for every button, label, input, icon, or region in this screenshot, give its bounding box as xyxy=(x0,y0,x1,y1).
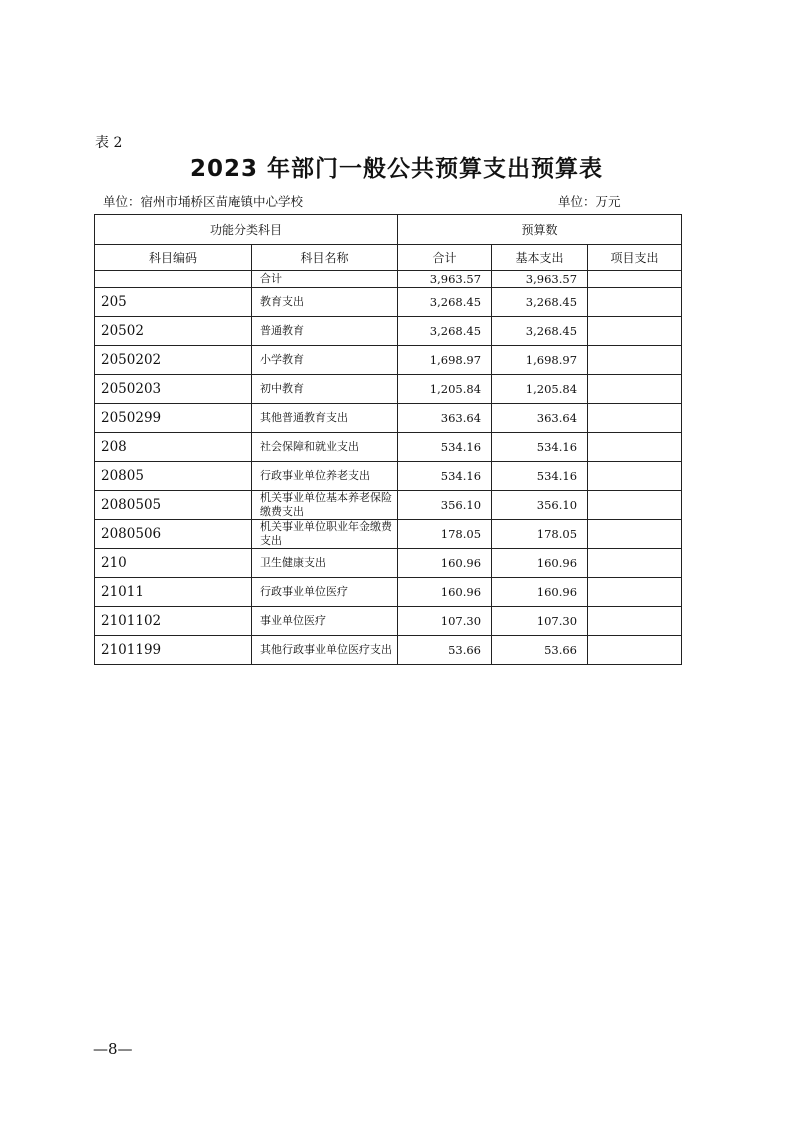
cell-project xyxy=(588,636,682,665)
table-row xyxy=(95,520,682,549)
unit-currency: 单位：万元 xyxy=(558,194,621,209)
cell-name: 机关事业单位基本养老保险缴费支出 xyxy=(252,491,398,520)
cell-basic: 363.64 xyxy=(492,404,588,433)
cell-project xyxy=(588,462,682,491)
cell-name: 机关事业单位职业年金缴费支出 xyxy=(252,520,398,549)
cell-total: 363.64 xyxy=(398,404,492,433)
cell-name: 行政事业单位医疗 xyxy=(252,578,398,607)
cell-code: 2050299 xyxy=(95,404,252,433)
cell-basic: 160.96 xyxy=(492,578,588,607)
cell-total: 3,268.45 xyxy=(398,317,492,346)
cell-basic: 3,963.57 xyxy=(492,271,588,288)
cell-code: 20502 xyxy=(95,317,252,346)
cell-total: 534.16 xyxy=(398,433,492,462)
cell-project xyxy=(588,317,682,346)
total-row xyxy=(95,271,682,288)
cell-code: 20805 xyxy=(95,462,252,491)
cell-project xyxy=(588,578,682,607)
cell-project xyxy=(588,433,682,462)
cell-code xyxy=(95,271,252,288)
cell-basic: 160.96 xyxy=(492,549,588,578)
cell-project xyxy=(588,271,682,288)
cell-basic: 3,268.45 xyxy=(492,288,588,317)
cell-total: 53.66 xyxy=(398,636,492,665)
cell-code: 210 xyxy=(95,549,252,578)
cell-code: 205 xyxy=(95,288,252,317)
table-row xyxy=(95,607,682,636)
header-name: 科目名称 xyxy=(252,245,398,271)
cell-name: 卫生健康支出 xyxy=(252,549,398,578)
header-total: 合计 xyxy=(398,245,492,271)
header-code: 科目编码 xyxy=(95,245,252,271)
unit-organization: 单位：宿州市埇桥区苗庵镇中心学校 xyxy=(103,194,304,209)
cell-project xyxy=(588,346,682,375)
header-function-group: 功能分类科目 xyxy=(95,215,398,245)
header-budget-group: 预算数 xyxy=(398,215,682,245)
header-basic: 基本支出 xyxy=(492,245,588,271)
cell-total: 3,268.45 xyxy=(398,288,492,317)
cell-name: 普通教育 xyxy=(252,317,398,346)
cell-basic: 107.30 xyxy=(492,607,588,636)
cell-code: 2101199 xyxy=(95,636,252,665)
cell-name: 行政事业单位养老支出 xyxy=(252,462,398,491)
cell-code: 2101102 xyxy=(95,607,252,636)
cell-total: 107.30 xyxy=(398,607,492,636)
page-number: —8— xyxy=(93,1040,133,1058)
cell-basic: 178.05 xyxy=(492,520,588,549)
cell-project xyxy=(588,375,682,404)
cell-total: 1,698.97 xyxy=(398,346,492,375)
cell-basic: 534.16 xyxy=(492,462,588,491)
cell-basic: 534.16 xyxy=(492,433,588,462)
cell-project xyxy=(588,491,682,520)
cell-basic: 1,205.84 xyxy=(492,375,588,404)
table-row xyxy=(95,317,682,346)
header-project: 项目支出 xyxy=(588,245,682,271)
cell-project xyxy=(588,288,682,317)
cell-code: 208 xyxy=(95,433,252,462)
table-row xyxy=(95,288,682,317)
cell-name: 社会保障和就业支出 xyxy=(252,433,398,462)
cell-total: 1,205.84 xyxy=(398,375,492,404)
table-row xyxy=(95,549,682,578)
cell-project xyxy=(588,404,682,433)
page-title: 2023 年部门一般公共预算支出预算表 xyxy=(189,156,604,182)
budget-table xyxy=(94,214,682,665)
cell-project xyxy=(588,607,682,636)
table-row xyxy=(95,346,682,375)
cell-code: 2050203 xyxy=(95,375,252,404)
cell-total: 178.05 xyxy=(398,520,492,549)
cell-basic: 1,698.97 xyxy=(492,346,588,375)
table-row xyxy=(95,404,682,433)
cell-name: 事业单位医疗 xyxy=(252,607,398,636)
table-row xyxy=(95,491,682,520)
cell-name: 初中教育 xyxy=(252,375,398,404)
cell-name: 其他行政事业单位医疗支出 xyxy=(252,636,398,665)
cell-name: 其他普通教育支出 xyxy=(252,404,398,433)
cell-project xyxy=(588,549,682,578)
cell-code: 2050202 xyxy=(95,346,252,375)
cell-total: 160.96 xyxy=(398,578,492,607)
cell-project xyxy=(588,520,682,549)
cell-name: 合计 xyxy=(252,271,398,288)
cell-total: 160.96 xyxy=(398,549,492,578)
table-row xyxy=(95,375,682,404)
cell-total: 534.16 xyxy=(398,462,492,491)
cell-code: 2080506 xyxy=(95,520,252,549)
table-row xyxy=(95,578,682,607)
cell-name: 小学教育 xyxy=(252,346,398,375)
cell-name: 教育支出 xyxy=(252,288,398,317)
cell-basic: 3,268.45 xyxy=(492,317,588,346)
cell-total: 3,963.57 xyxy=(398,271,492,288)
cell-total: 356.10 xyxy=(398,491,492,520)
table-label: 表 2 xyxy=(95,135,123,151)
cell-code: 2080505 xyxy=(95,491,252,520)
cell-basic: 53.66 xyxy=(492,636,588,665)
cell-basic: 356.10 xyxy=(492,491,588,520)
cell-code: 21011 xyxy=(95,578,252,607)
table-row xyxy=(95,636,682,665)
table-row xyxy=(95,433,682,462)
table-row xyxy=(95,462,682,491)
